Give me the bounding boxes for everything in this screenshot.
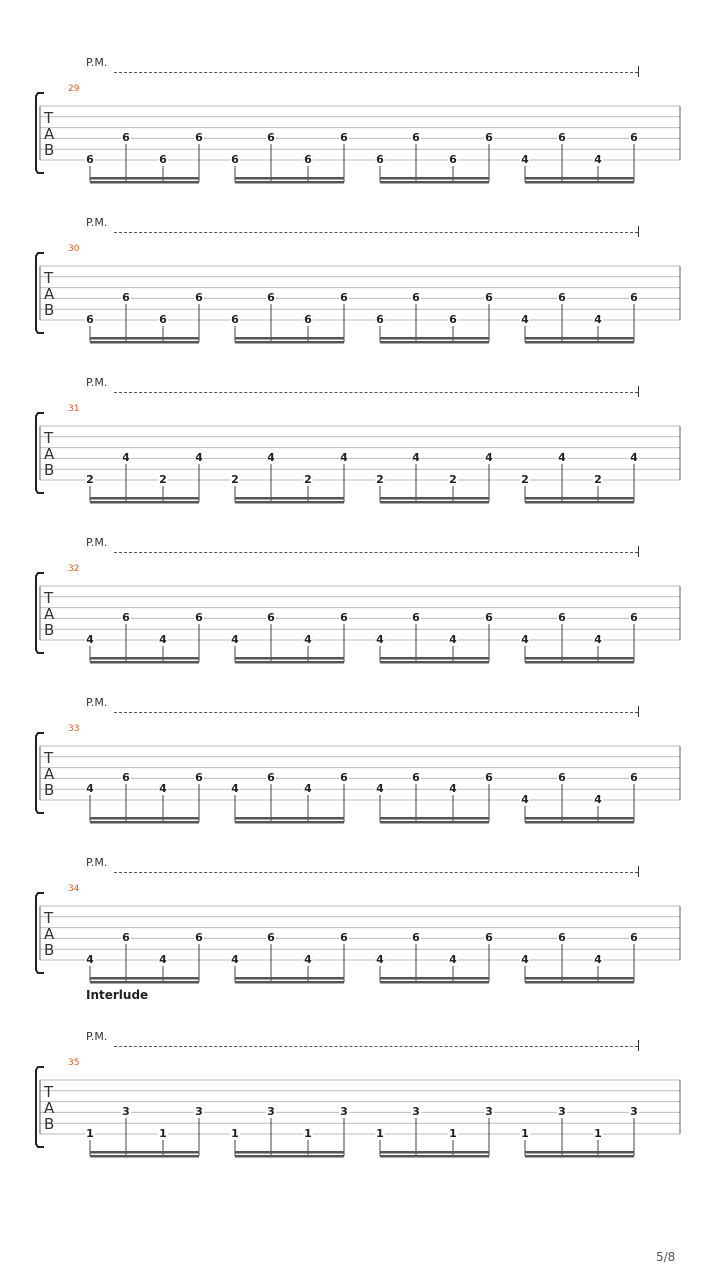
fret-number: 6 bbox=[376, 313, 384, 326]
fret-number: 4 bbox=[594, 633, 602, 646]
tab-clef-letter: T bbox=[44, 1083, 54, 1101]
fret-number: 6 bbox=[304, 153, 312, 166]
tab-clef-letter: A bbox=[44, 125, 55, 143]
fret-number: 6 bbox=[630, 931, 638, 944]
fret-number: 4 bbox=[159, 633, 167, 646]
fret-number: 4 bbox=[159, 953, 167, 966]
tab-clef-letter: B bbox=[44, 461, 55, 479]
fret-number: 1 bbox=[86, 1127, 94, 1140]
tab-clef-letter: T bbox=[44, 109, 54, 127]
tab-clef-letter: A bbox=[44, 1099, 55, 1117]
fret-number: 1 bbox=[376, 1127, 384, 1140]
tab-clef-letter: T bbox=[44, 589, 54, 607]
fret-number: 1 bbox=[159, 1127, 167, 1140]
fret-number: 4 bbox=[485, 451, 493, 464]
beam bbox=[235, 1151, 344, 1154]
fret-number: 6 bbox=[558, 931, 566, 944]
fret-number: 6 bbox=[159, 313, 167, 326]
fret-number: 6 bbox=[630, 131, 638, 144]
fret-number: 6 bbox=[558, 611, 566, 624]
tab-clef-letter: A bbox=[44, 765, 55, 783]
fret-number: 3 bbox=[267, 1105, 275, 1118]
fret-number: 6 bbox=[122, 771, 130, 784]
beam bbox=[90, 1155, 199, 1158]
fret-number: 3 bbox=[195, 1105, 203, 1118]
fret-number: 2 bbox=[86, 473, 94, 486]
fret-number: 2 bbox=[594, 473, 602, 486]
fret-number: 4 bbox=[521, 153, 529, 166]
fret-number: 6 bbox=[340, 931, 348, 944]
fret-number: 6 bbox=[412, 931, 420, 944]
tab-clef-letter: B bbox=[44, 941, 55, 959]
fret-number: 6 bbox=[304, 313, 312, 326]
fret-number: 6 bbox=[485, 931, 493, 944]
palm-mute-label: P.M. bbox=[86, 1030, 108, 1043]
fret-number: 3 bbox=[412, 1105, 420, 1118]
fret-number: 4 bbox=[558, 451, 566, 464]
fret-number: 6 bbox=[267, 931, 275, 944]
measure-number: 35 bbox=[68, 1058, 80, 1068]
fret-number: 3 bbox=[630, 1105, 638, 1118]
tab-clef-letter: A bbox=[44, 925, 55, 943]
tab-clef-letter: B bbox=[44, 141, 55, 159]
tab-clef-letter: T bbox=[44, 269, 54, 287]
fret-number: 3 bbox=[485, 1105, 493, 1118]
fret-number: 6 bbox=[376, 153, 384, 166]
palm-mute-label: P.M. bbox=[86, 696, 108, 709]
fret-number: 4 bbox=[304, 633, 312, 646]
fret-number: 4 bbox=[122, 451, 130, 464]
fret-number: 4 bbox=[521, 953, 529, 966]
fret-number: 1 bbox=[304, 1127, 312, 1140]
fret-number: 1 bbox=[231, 1127, 239, 1140]
fret-number: 4 bbox=[594, 793, 602, 806]
measure-number: 34 bbox=[68, 884, 80, 894]
fret-number: 3 bbox=[558, 1105, 566, 1118]
beam bbox=[380, 1155, 489, 1158]
fret-number: 6 bbox=[195, 131, 203, 144]
fret-number: 4 bbox=[449, 633, 457, 646]
fret-number: 4 bbox=[521, 313, 529, 326]
fret-number: 6 bbox=[195, 611, 203, 624]
fret-number: 6 bbox=[485, 131, 493, 144]
fret-number: 4 bbox=[521, 633, 529, 646]
palm-mute-label: P.M. bbox=[86, 216, 108, 229]
palm-mute-label: P.M. bbox=[86, 536, 108, 549]
fret-number: 6 bbox=[340, 771, 348, 784]
fret-number: 6 bbox=[558, 771, 566, 784]
tab-clef-letter: B bbox=[44, 301, 55, 319]
fret-number: 6 bbox=[122, 131, 130, 144]
fret-number: 4 bbox=[412, 451, 420, 464]
fret-number: 4 bbox=[195, 451, 203, 464]
palm-mute-label: P.M. bbox=[86, 56, 108, 69]
fret-number: 6 bbox=[195, 291, 203, 304]
tab-clef-letter: T bbox=[44, 909, 54, 927]
fret-number: 4 bbox=[86, 953, 94, 966]
fret-number: 6 bbox=[630, 291, 638, 304]
fret-number: 6 bbox=[558, 291, 566, 304]
fret-number: 4 bbox=[86, 782, 94, 795]
fret-number: 2 bbox=[376, 473, 384, 486]
fret-number: 4 bbox=[449, 782, 457, 795]
fret-number: 1 bbox=[594, 1127, 602, 1140]
fret-number: 6 bbox=[630, 611, 638, 624]
fret-number: 3 bbox=[340, 1105, 348, 1118]
fret-number: 6 bbox=[412, 291, 420, 304]
fret-number: 4 bbox=[231, 782, 239, 795]
fret-number: 6 bbox=[412, 771, 420, 784]
fret-number: 6 bbox=[485, 611, 493, 624]
fret-number: 2 bbox=[304, 473, 312, 486]
section-label: Interlude bbox=[86, 988, 149, 1002]
fret-number: 6 bbox=[449, 153, 457, 166]
fret-number: 6 bbox=[86, 313, 94, 326]
fret-number: 4 bbox=[521, 793, 529, 806]
beam bbox=[380, 1151, 489, 1154]
fret-number: 1 bbox=[449, 1127, 457, 1140]
fret-number: 6 bbox=[485, 291, 493, 304]
fret-number: 4 bbox=[304, 953, 312, 966]
fret-number: 4 bbox=[159, 782, 167, 795]
fret-number: 4 bbox=[594, 313, 602, 326]
fret-number: 2 bbox=[159, 473, 167, 486]
tab-clef-letter: T bbox=[44, 749, 54, 767]
palm-mute-label: P.M. bbox=[86, 856, 108, 869]
fret-number: 4 bbox=[594, 953, 602, 966]
fret-number: 6 bbox=[267, 771, 275, 784]
fret-number: 6 bbox=[195, 931, 203, 944]
fret-number: 6 bbox=[267, 291, 275, 304]
fret-number: 4 bbox=[231, 633, 239, 646]
palm-mute-label: P.M. bbox=[86, 376, 108, 389]
beam bbox=[525, 1151, 634, 1154]
fret-number: 6 bbox=[159, 153, 167, 166]
fret-number: 6 bbox=[340, 291, 348, 304]
fret-number: 6 bbox=[340, 131, 348, 144]
beam bbox=[525, 1155, 634, 1158]
fret-number: 3 bbox=[122, 1105, 130, 1118]
fret-number: 4 bbox=[594, 153, 602, 166]
fret-number: 4 bbox=[340, 451, 348, 464]
fret-number: 6 bbox=[122, 931, 130, 944]
tab-clef-letter: A bbox=[44, 605, 55, 623]
fret-number: 2 bbox=[449, 473, 457, 486]
measure-number: 30 bbox=[68, 244, 80, 254]
fret-number: 6 bbox=[412, 611, 420, 624]
tab-clef-letter: T bbox=[44, 429, 54, 447]
fret-number: 6 bbox=[449, 313, 457, 326]
measure-number: 32 bbox=[68, 564, 80, 574]
fret-number: 6 bbox=[231, 153, 239, 166]
fret-number: 6 bbox=[122, 291, 130, 304]
fret-number: 6 bbox=[412, 131, 420, 144]
fret-number: 4 bbox=[449, 953, 457, 966]
tab-clef-letter: B bbox=[44, 1115, 55, 1133]
fret-number: 4 bbox=[630, 451, 638, 464]
beam bbox=[90, 1151, 199, 1154]
fret-number: 4 bbox=[267, 451, 275, 464]
fret-number: 6 bbox=[122, 611, 130, 624]
fret-number: 4 bbox=[304, 782, 312, 795]
fret-number: 6 bbox=[267, 611, 275, 624]
fret-number: 4 bbox=[376, 633, 384, 646]
tab-clef-letter: B bbox=[44, 621, 55, 639]
fret-number: 6 bbox=[340, 611, 348, 624]
tab-clef-letter: A bbox=[44, 445, 55, 463]
fret-number: 6 bbox=[231, 313, 239, 326]
fret-number: 6 bbox=[195, 771, 203, 784]
fret-number: 1 bbox=[521, 1127, 529, 1140]
fret-number: 4 bbox=[231, 953, 239, 966]
fret-number: 2 bbox=[521, 473, 529, 486]
fret-number: 4 bbox=[376, 782, 384, 795]
measure-number: 29 bbox=[68, 84, 80, 94]
fret-number: 6 bbox=[267, 131, 275, 144]
fret-number: 6 bbox=[485, 771, 493, 784]
fret-number: 6 bbox=[630, 771, 638, 784]
fret-number: 2 bbox=[231, 473, 239, 486]
fret-number: 4 bbox=[86, 633, 94, 646]
page-number: 5/8 bbox=[656, 1250, 676, 1264]
beam bbox=[235, 1155, 344, 1158]
fret-number: 6 bbox=[86, 153, 94, 166]
fret-number: 4 bbox=[376, 953, 384, 966]
measure-number: 31 bbox=[68, 404, 80, 414]
fret-number: 6 bbox=[558, 131, 566, 144]
tab-clef-letter: A bbox=[44, 285, 55, 303]
measure-number: 33 bbox=[68, 724, 80, 734]
tab-clef-letter: B bbox=[44, 781, 55, 799]
